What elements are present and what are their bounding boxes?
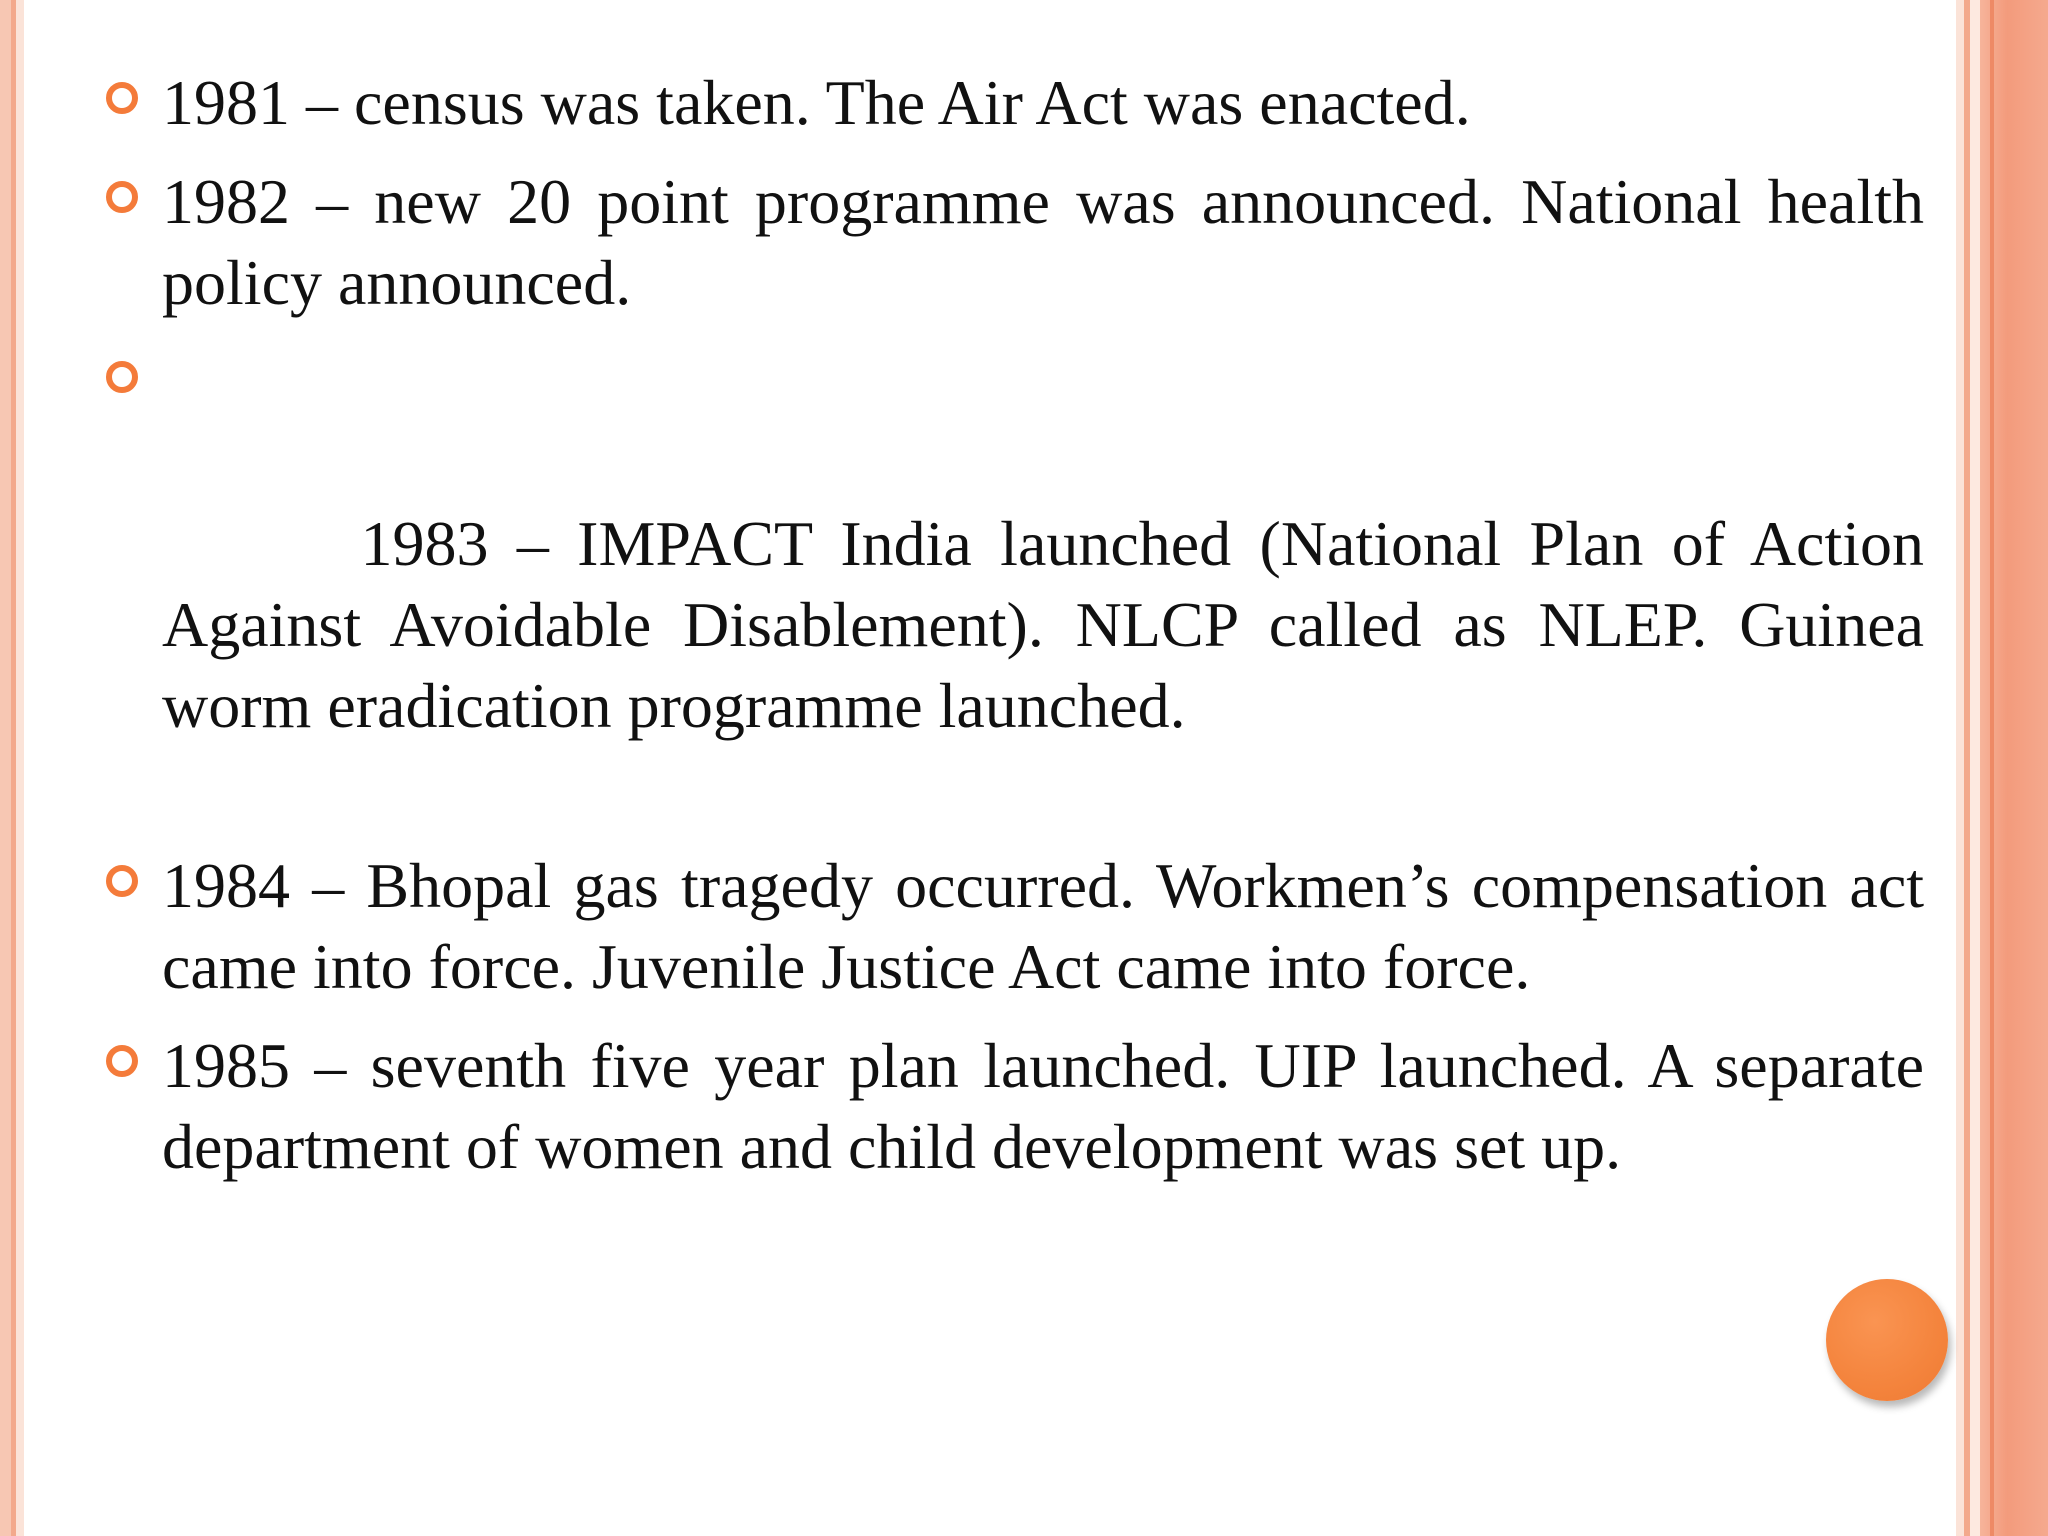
bullet-text: 1981 – census was taken. The Air Act was enacted. [162,67,1471,138]
ring-bullet-icon [106,1045,138,1077]
bullet-item-1982 [100,161,1924,323]
orange-circle-accent [1826,1279,1948,1401]
bullet-item-1984 [100,845,1924,1007]
bullet-item-1981 [100,62,1924,143]
bullet-text: 1985 – seventh five year plan launched. UIP launched. A separate department of women and child development was set up. [162,1030,1924,1182]
bullet-list [100,62,1940,1205]
bullet-text: 1984 – Bhopal gas tragedy occurred. Workmen’s compensation act came into force. Juvenile Justice Act came into force. [162,850,1924,1002]
bullet-item-1983 [100,341,1940,827]
left-border-stripe [0,0,11,1536]
bullet-item-1985 [100,1025,1924,1187]
ring-bullet-icon [106,181,138,213]
bullet-text: 1983 – IMPACT India launched (National Plan of Action Against Avoidable Disablement). NLCP called as NLEP. Guinea worm eradication programme launched. [162,508,1940,741]
bullet-text: 1982 – new 20 point programme was announced. National health policy announced. [162,166,1924,318]
right-border-stripe [1956,0,1964,1536]
right-border-stripe [1970,0,1980,1536]
right-border-stripe [1990,0,1994,1536]
ring-bullet-icon [106,865,138,897]
ring-bullet-icon [106,82,138,114]
left-border-stripe [16,0,24,1536]
ring-bullet-icon [106,361,138,393]
